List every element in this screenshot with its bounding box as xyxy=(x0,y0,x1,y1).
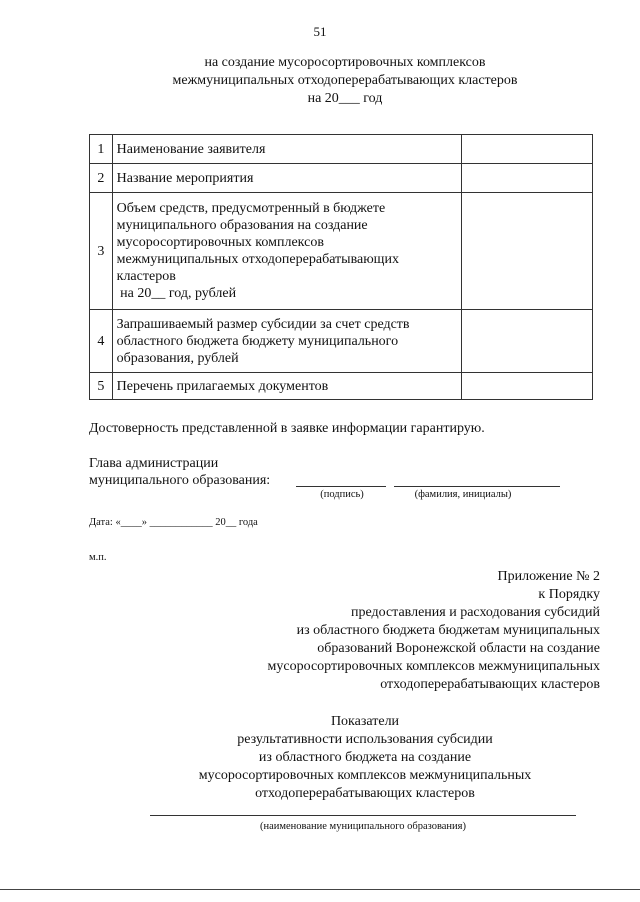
application-table xyxy=(89,134,593,400)
appendix-line: Приложение № 2 xyxy=(497,569,600,584)
row-label-line: муниципального образования на создание xyxy=(116,218,368,233)
row-value-cell[interactable] xyxy=(462,135,593,164)
indicators-line: результативности использования субсидии xyxy=(237,732,493,747)
row-value-cell[interactable] xyxy=(462,164,593,193)
row-value-cell[interactable] xyxy=(462,310,593,373)
municipality-line[interactable] xyxy=(150,815,576,816)
row-label-line: кластеров xyxy=(116,269,176,284)
row-label xyxy=(112,373,462,400)
appendix-heading xyxy=(220,568,600,694)
signatory-org: муниципального образования: xyxy=(89,473,271,488)
row-value-cell[interactable] xyxy=(462,193,593,310)
row-label xyxy=(112,164,462,193)
footer-divider xyxy=(0,889,640,890)
appendix-line: образований Воронежской области на создание xyxy=(317,641,600,656)
indicators-line: мусоросортировочных комплексов межмуниципальных xyxy=(198,768,532,783)
row-label xyxy=(112,310,462,373)
row-label-line: Наименование заявителя xyxy=(116,141,266,157)
row-label-line: Перечень прилагаемых документов xyxy=(116,378,329,394)
indicators-line: отходоперерабатывающих кластеров xyxy=(255,786,475,801)
indicators-line: из областного бюджета на создание xyxy=(258,750,472,765)
indicators-line: Показатели xyxy=(330,714,400,729)
table-row xyxy=(90,310,593,373)
appendix-line: из областного бюджета бюджетам муниципальных xyxy=(296,623,600,638)
row-label-line: Название мероприятия xyxy=(116,170,254,186)
row-label-line: областного бюджета бюджету муниципального xyxy=(116,333,399,349)
table-row xyxy=(90,164,593,193)
appendix-line: мусоросортировочных комплексов межмуниципальных xyxy=(267,659,600,674)
row-label-line: межмуниципальных отходоперерабатывающих xyxy=(116,252,399,267)
header-line: межмуниципальных отходоперерабатывающих кластеров xyxy=(172,73,518,88)
row-number: 4 xyxy=(90,310,113,373)
stamp-place: м.п. xyxy=(89,552,107,563)
table-row xyxy=(90,135,593,164)
page-number: 51 xyxy=(313,24,327,39)
row-label-line: Объем средств, предусмотренный в бюджете xyxy=(116,201,386,216)
name-line[interactable] xyxy=(394,486,560,487)
signature-caption: (подпись) xyxy=(320,489,364,500)
header-line: на создание мусоросортировочных комплексов xyxy=(204,55,486,70)
signature-line[interactable] xyxy=(296,486,386,487)
row-label-line: Запрашиваемый размер субсидии за счет средств xyxy=(116,316,410,332)
row-label-line: мусоросортировочных комплексов xyxy=(116,235,324,250)
name-caption: (фамилия, инициалы) xyxy=(414,489,512,500)
row-value-cell[interactable] xyxy=(462,373,593,400)
row-number: 5 xyxy=(90,373,113,400)
row-number: 3 xyxy=(90,193,113,310)
table-row xyxy=(90,193,593,310)
row-number: 1 xyxy=(90,135,113,164)
row-label xyxy=(112,193,462,310)
guarantee-statement: Достоверность представленной в заявке информации гарантирую. xyxy=(89,421,485,436)
appendix-line: к Порядку xyxy=(538,587,600,602)
table-row xyxy=(90,373,593,400)
signatory-title: Глава администрации xyxy=(89,456,219,471)
header-line: на 20___ год xyxy=(307,91,383,106)
appendix-line: отходоперерабатывающих кластеров xyxy=(380,677,600,692)
row-label-line: на 20__ год, рублей xyxy=(116,286,237,301)
appendix-line: предоставления и расходования субсидий xyxy=(350,605,600,620)
row-number: 2 xyxy=(90,164,113,193)
indicators-title xyxy=(150,713,580,803)
date-line: Дата: «____» ____________ 20__ года xyxy=(89,517,258,528)
application-header xyxy=(100,54,590,108)
row-label xyxy=(112,135,462,164)
municipality-caption: (наименование муниципального образования) xyxy=(259,821,467,832)
row-label-line: образования, рублей xyxy=(116,350,239,366)
